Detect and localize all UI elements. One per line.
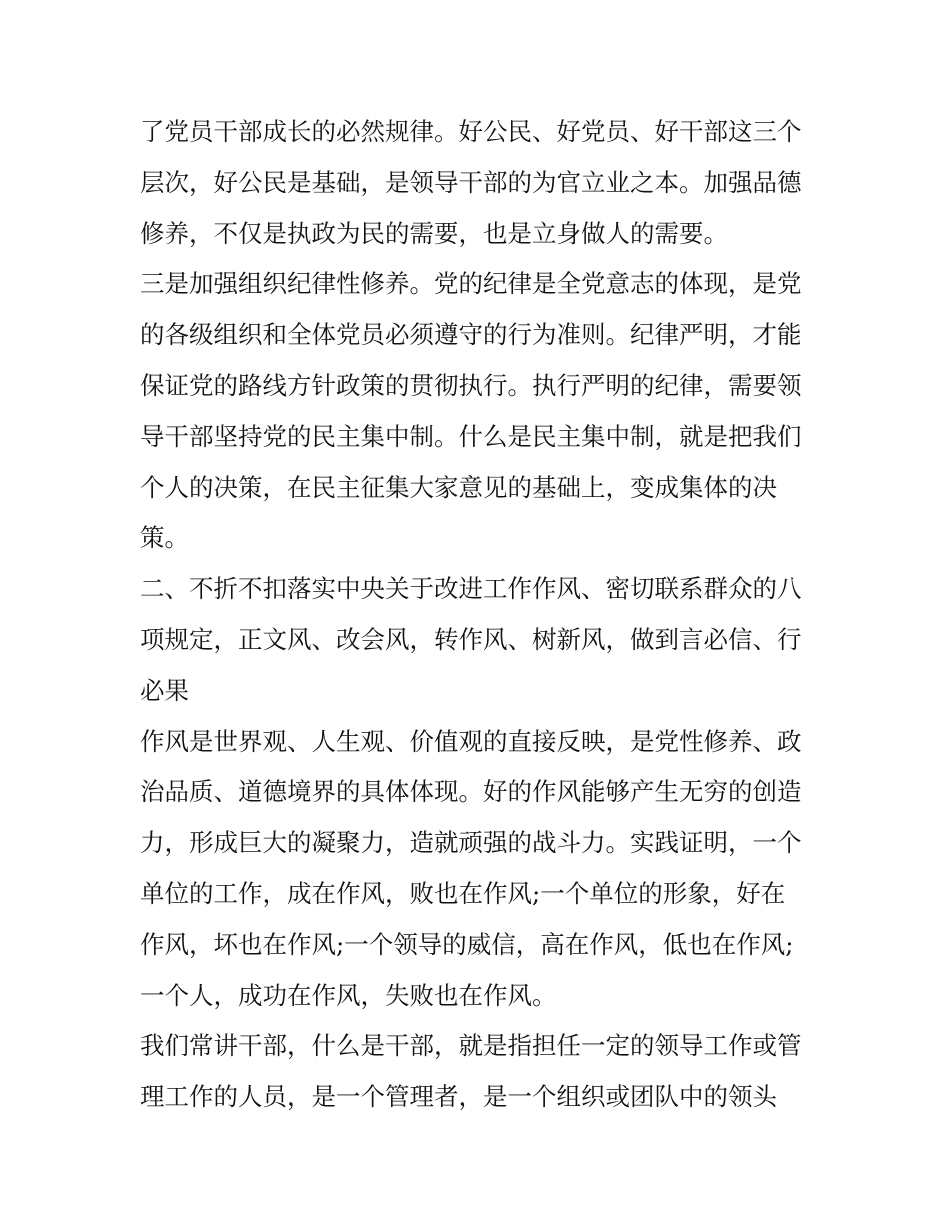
text-line: 作风是世界观、人生观、价值观的直接反映，是党性修养、政 [140, 726, 802, 756]
text-line: 导干部坚持党的民主集中制。什么是民主集中制，就是把我们 [140, 421, 802, 451]
text-line: 层次，好公民是基础，是领导干部的为官立业之本。加强品德 [140, 167, 802, 197]
text-line: 单位的工作，成在作风，败也在作风;一个单位的形象，好在 [140, 878, 786, 908]
text-line: 的各级组织和全体党员必须遵守的行为准则。纪律严明，才能 [140, 320, 802, 350]
text-line: 一个人，成功在作风，失败也在作风。 [140, 980, 557, 1010]
text-line: 理工作的人员，是一个管理者，是一个组织或团队中的领头 [140, 1082, 777, 1112]
text-line: 我们常讲干部，什么是干部，就是指担任一定的领导工作或管 [140, 1031, 802, 1061]
text-line: 个人的决策，在民主征集大家意见的基础上，变成集体的决 [140, 472, 777, 502]
body-text [140, 107, 820, 1123]
text-line: 了党员干部成长的必然规律。好公民、好党员、好干部这三个 [140, 117, 802, 146]
text-line: 力，形成巨大的凝聚力，造就顽强的战斗力。实践证明，一个 [140, 828, 802, 858]
text-line: 作风，坏也在作风;一个领导的威信，高在作风，低也在作风; [140, 929, 794, 959]
text-line: 治品质、道德境界的具体体现。好的作风能够产生无穷的创造 [140, 777, 802, 807]
text-line: 三是加强组织纪律性修养。党的纪律是全党意志的体现，是党 [140, 269, 802, 299]
section-heading-line: 二、不折不扣落实中央关于改进工作作风、密切联系群众的八 [140, 574, 802, 604]
text-line: 修养，不仅是执政为民的需要，也是立身做人的需要。 [140, 218, 728, 248]
text-line: 策。 [140, 523, 189, 553]
section-heading-line: 必果 [140, 675, 189, 705]
text-line: 保证党的路线方针政策的贯彻执行。执行严明的纪律，需要领 [140, 370, 802, 400]
section-heading-line: 项规定，正文风、改会风，转作风、树新风，做到言必信、行 [140, 624, 802, 654]
